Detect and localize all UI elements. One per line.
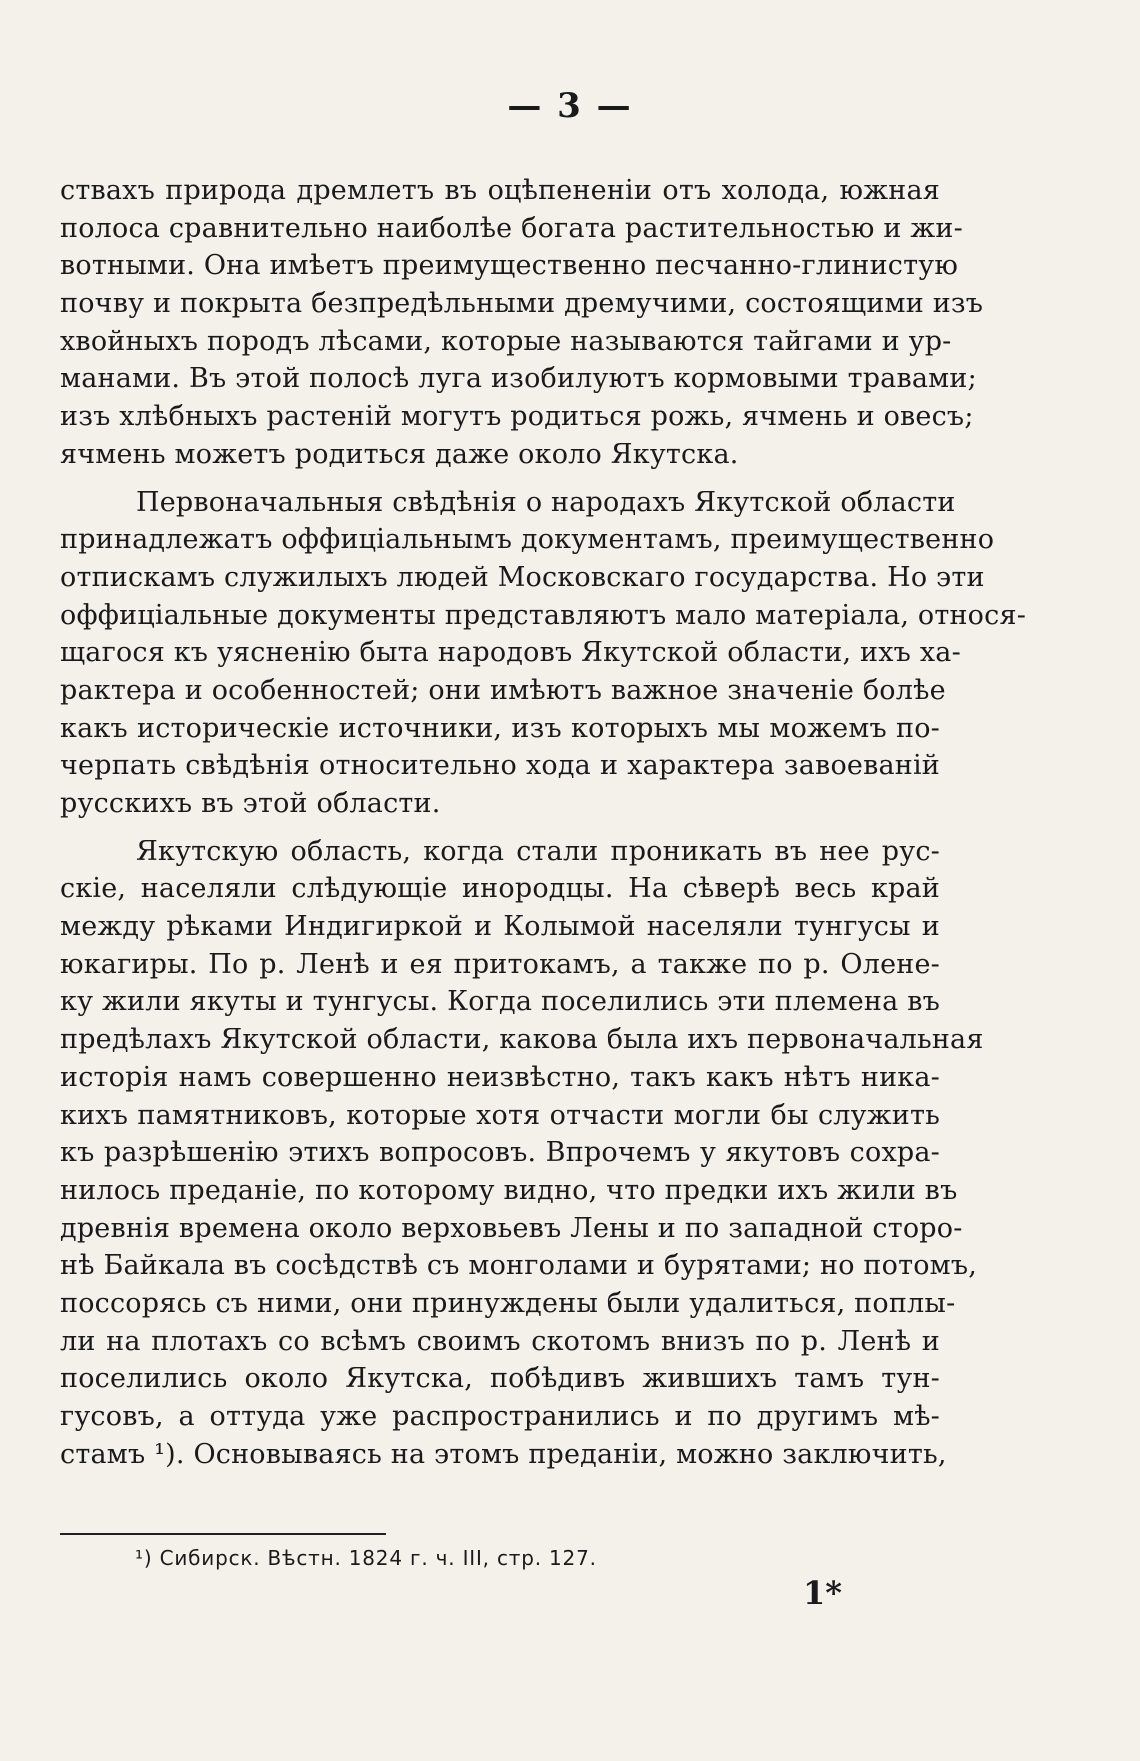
text-line: отпискамъ служилыхъ людей Московскаго государства. Но эти xyxy=(60,561,985,593)
paragraph-1 xyxy=(60,172,984,474)
text-line: русскихъ въ этой области. xyxy=(60,788,441,819)
page-number: — 3 — xyxy=(507,86,633,126)
text-line: между рѣками Индигиркой и Колымой населяли тунгусы и xyxy=(60,911,940,943)
text-line: исторія намъ совершенно неизвѣстно, такъ какъ нѣтъ ника- xyxy=(60,1061,940,1093)
text-line: кихъ памятниковъ, которые хотя отчасти могли бы служить xyxy=(60,1099,940,1131)
text-line: почву и покрыта безпредѣльными дремучими, состоящими изъ xyxy=(60,288,984,320)
text-line: ли на плотахъ со всѣмъ своимъ скотомъ внизъ по р. Ленѣ и xyxy=(60,1325,940,1357)
paragraph-2 xyxy=(60,484,1027,823)
text-line: стамъ ¹). Основываясь на этомъ преданіи, можно заключить, xyxy=(60,1438,947,1470)
text-line: манами. Въ этой полосѣ луга изобилуютъ кормовыми травами; xyxy=(60,363,977,395)
signature-mark: 1* xyxy=(803,1574,842,1612)
text-line: къ разрѣшенію этихъ вопросовъ. Впрочемъ у якутовъ сохра- xyxy=(60,1137,940,1169)
text-line: скіе, населяли слѣдующіе инородцы. На сѣверѣ весь край xyxy=(60,873,940,905)
text-line: нѣ Байкала въ сосѣдствѣ съ монголами и бурятами; но потомъ, xyxy=(60,1250,978,1282)
text-line: Якутскую область, когда стали проникать въ нее рус- xyxy=(136,835,940,867)
text-line: изъ хлѣбныхъ растеній могутъ родиться рожь, ячмень и овесъ; xyxy=(60,401,974,433)
text-line: древнія времена около верховьевъ Лены и по западной сторо- xyxy=(60,1212,963,1244)
text-line: Первоначальныя свѣдѣнія о народахъ Якутской области xyxy=(136,486,956,518)
text-line: ку жили якуты и тунгусы. Когда поселились эти племена въ xyxy=(60,986,940,1018)
footnote: ¹) Сибирск. Вѣстн. 1824 г. ч. III, стр. 127. xyxy=(135,1546,597,1570)
paragraph-3 xyxy=(60,833,984,1474)
text-line: ячмень можетъ родиться даже около Якутска. xyxy=(60,438,739,470)
body-text xyxy=(60,172,1027,1483)
text-line: какъ историческіе источники, изъ которыхъ мы можемъ по- xyxy=(60,712,940,744)
text-line: вотными. Она имѣетъ преимущественно песчанно-глинистую xyxy=(60,250,959,282)
footnote-divider xyxy=(60,1533,386,1535)
text-line: гусовъ, а оттуда уже распространились и по другимъ мѣ- xyxy=(60,1401,940,1432)
text-line: черпать свѣдѣнія относительно хода и характера завоеваній xyxy=(60,750,940,782)
text-line: полоса сравнительно наиболѣе богата растительностью и жи- xyxy=(60,212,963,244)
text-line: оффиціальные документы представляютъ мало матеріала, относя- xyxy=(60,599,1027,631)
text-line: рактера и особенностей; они имѣютъ важное значеніе болѣе xyxy=(60,674,946,706)
text-line: поссорясь съ ними, они принуждены были удалиться, поплы- xyxy=(60,1287,956,1319)
text-line: юкагиры. По р. Ленѣ и ея притокамъ, а также по р. Оленe- xyxy=(60,948,940,980)
text-line: щагося къ уясненію быта народовъ Якутской области, ихъ ха- xyxy=(60,637,961,669)
text-line: поселились около Якутска, побѣдивъ жившихъ тамъ тун- xyxy=(60,1363,940,1395)
text-line: ствахъ природа дремлетъ въ оцѣпененіи отъ холода, южная xyxy=(60,175,940,206)
text-line: принадлежатъ оффиціальнымъ документамъ, преимущественно xyxy=(60,524,995,556)
text-line: предѣлахъ Якутской области, какова была ихъ первоначальная xyxy=(60,1024,984,1056)
text-line: хвойныхъ породъ лѣсами, которые называются тайгами и ур- xyxy=(60,325,952,357)
text-line: нилось преданіе, по которому видно, что предки ихъ жили въ xyxy=(60,1174,958,1206)
